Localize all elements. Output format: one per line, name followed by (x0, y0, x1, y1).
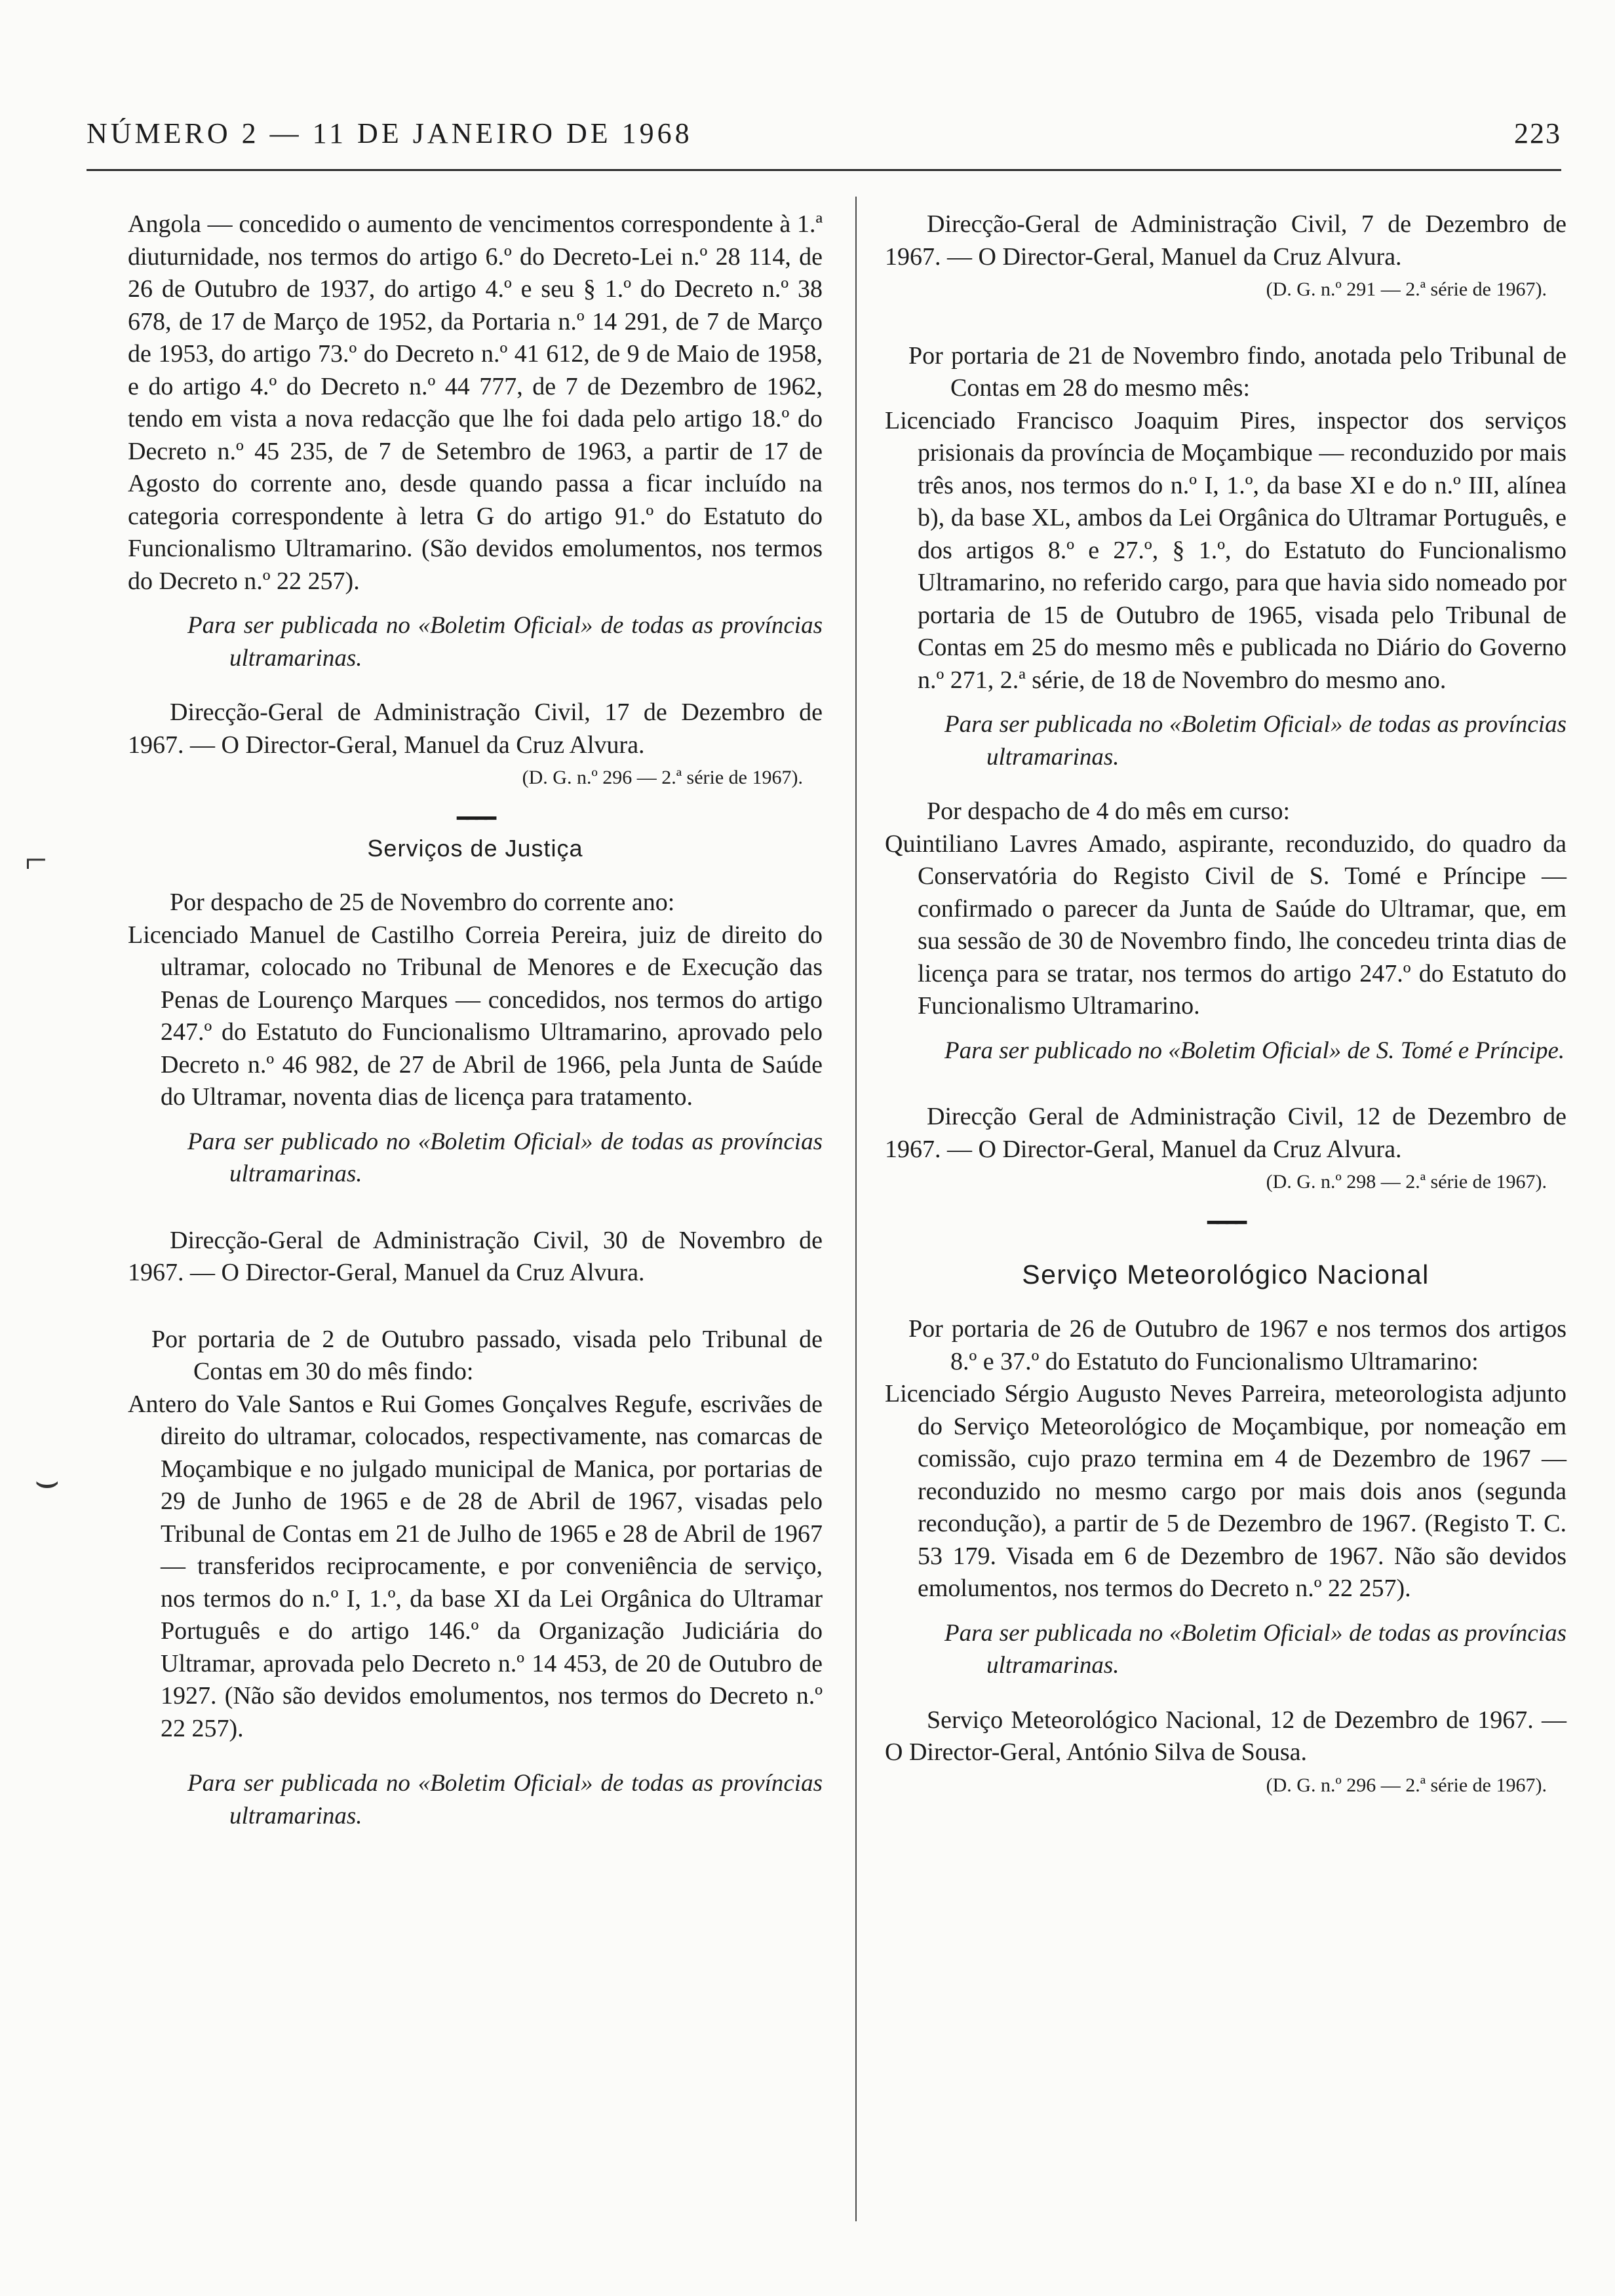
entry-paragraph: Licenciado Manuel de Castilho Correia Pereira, juiz de direito do ultramar, colocado no Tribunal de Menores e de Execução das Penas de Lourenço Marques — concedidos, nos termos do artigo 247.º do Estatuto do Funcionalismo Ultramarino, aprovado pelo Decreto n.º 46 982, de 27 de Abril de 1966, pela Junta de Saúde do Ultramar, noventa dias de licença para tratamento. (128, 921, 823, 1111)
publication-note: Para ser publicada no «Boletim Oficial» de todas as províncias ultramarinas. (944, 711, 1566, 771)
left-column (128, 208, 823, 1832)
margin-mark: ⌣ (34, 1459, 60, 1502)
intro-line: Por portaria de 2 de Outubro passado, visada pelo Tribunal de Contas em 30 do mês findo: (151, 1325, 823, 1385)
signature-block: Serviço Meteorológico Nacional, 12 de Dezembro de 1967. — O Director-Geral, António Silva de Sousa. (885, 1706, 1566, 1766)
entry-paragraph: Angola — concedido o aumento de vencimentos correspondente à 1.ª diuturnidade, nos termos do artigo 6.º do Decreto-Lei n.º 28 114, de 26 de Outubro de 1937, do artigo 4.º e seu § 1.º do Decreto n.º 38 678, de 17 de Março de 1952, da Portaria n.º 14 291, de 7 de Março de 1953, do artigo 73.º do Decreto n.º 41 612, de 9 de Maio de 1958, e do artigo 4.º do Decreto n.º 44 777, de 7 de Dezembro de 1962, tendo em vista a nova redacção que lhe foi dada pelo artigo 18.º do Decreto n.º 45 235, de 7 de Setembro de 1963, a partir de 17 de Agosto do corrente ano, desde quando passa a ficar incluído na categoria correspondente à letra G do artigo 91.º do Estatuto do Funcionalismo Ultramarino. (São devidos emolumentos, nos termos do Decreto n.º 22 257). (128, 210, 823, 595)
publication-note: Para ser publicado no «Boletim Oficial» de todas as províncias ultramarinas. (187, 1128, 823, 1187)
entry-paragraph: Licenciado Sérgio Augusto Neves Parreira, meteorologista adjunto do Serviço Meteorológico de Moçambique, por nomeação em comissão, cujo prazo termina em 4 de Dezembro de 1967 — reconduzido no mesmo cargo por mais dois anos (segunda recondução), a partir de 5 de Dezembro de 1967. (Registo T. C. 53 179. Visada em 6 de Dezembro de 1967. Não são devidos emolumentos, nos termos do Decreto n.º 22 257). (885, 1380, 1566, 1602)
intro-line: Por despacho de 25 de Novembro do corrente ano: (170, 889, 675, 916)
intro-line: Por portaria de 26 de Outubro de 1967 e nos termos dos artigos 8.º e 37.º do Estatuto do Funcionalismo Ultramarino: (908, 1315, 1566, 1375)
header-rule (87, 169, 1561, 171)
intro-line: Por portaria de 21 de Novembro findo, anotada pelo Tribunal de Contas em 28 do mesmo mês: (908, 341, 1566, 402)
page-header (87, 111, 1561, 157)
citation: (D. G. n.º 298 — 2.ª série de 1967). (1266, 1171, 1547, 1193)
entry-paragraph: Licenciado Francisco Joaquim Pires, inspector dos serviços prisionais da província de Moçambique — reconduzido por mais três anos, nos termos do n.º I, 1.º, da base XI e do n.º III, alínea b), da base XL, ambos da Lei Orgânica do Ultramar Português, e dos artigos 8.º e 27.º, § 1.º, do Estatuto do Funcionalismo Ultramarino, no referido cargo, para que havia sido nomeado por portaria de 15 de Outubro de 1965, visada pelo Tribunal de Contas em 25 do mesmo mês e publicada no Diário do Governo n.º 271, 2.ª série, de 18 de Novembro do mesmo ano. (885, 406, 1566, 694)
running-title: NÚMERO 2 — 11 DE JANEIRO DE 1968 (87, 117, 693, 149)
page-number: 223 (1514, 117, 1561, 149)
entry-paragraph: Antero do Vale Santos e Rui Gomes Gonçalves Regufe, escrivães de direito do ultramar, colocados, respectivamente, nas comarcas de Moçambique e no julgado municipal de Manica, por portarias de 29 de Junho de 1965 e de 28 de Abril de 1967, visadas pelo Tribunal de Contas em 21 de Julho de 1965 e 28 de Abril de 1967 — transferidos reciprocamente, e por conveniência de serviço, nos termos do n.º I, 1.º, da base XI da Lei Orgânica do Ultramar Português e do artigo 146.º da Organização Judiciária do Ultramar, aprovada pelo Decreto n.º 14 453, de 20 de Outubro de 1927. (Não são devidos emolumentos, nos termos do Decreto n.º 22 257). (128, 1390, 823, 1742)
publication-note: Para ser publicada no «Boletim Oficial» de todas as províncias ultramarinas. (187, 1770, 823, 1829)
right-column (885, 208, 1566, 1801)
signature-block: Direcção-Geral de Administração Civil, 7 de Dezembro de 1967. — O Director-Geral, Manuel da Cruz Alvura. (885, 210, 1566, 271)
signature-block: Direcção-Geral de Administração Civil, 17 de Dezembro de 1967. — O Director-Geral, Manuel da Cruz Alvura. (128, 698, 823, 759)
section-heading: Serviços de Justiça (367, 834, 583, 862)
margin-mark: ⌐ (25, 838, 47, 881)
intro-line: Por despacho de 4 do mês em curso: (927, 797, 1291, 825)
entry-paragraph: Quintiliano Lavres Amado, aspirante, reconduzido, do quadro da Conservatória do Registo Civil de S. Tomé e Príncipe — confirmado o parecer da Junta de Saúde do Ultramar, que, em sua sessão de 30 de Novembro findo, lhe concedeu trinta dias de licença para se tratar, nos termos do artigo 247.º do Estatuto do Funcionalismo Ultramarino. (885, 830, 1566, 1020)
section-ornament: ━━━━ (1207, 1212, 1245, 1234)
citation: (D. G. n.º 296 — 2.ª série de 1967). (522, 767, 803, 788)
signature-block: Direcção-Geral de Administração Civil, 30 de Novembro de 1967. — O Director-Geral, Manuel da Cruz Alvura. (128, 1226, 823, 1286)
publication-note: Para ser publicada no «Boletim Oficial» de todas as províncias ultramarinas. (944, 1619, 1566, 1679)
citation: (D. G. n.º 296 — 2.ª série de 1967). (1266, 1774, 1547, 1796)
publication-note: Para ser publicada no «Boletim Oficial» de todas as províncias ultramarinas. (187, 612, 823, 672)
publication-note: Para ser publicado no «Boletim Oficial» de S. Tomé e Príncipe. (944, 1037, 1565, 1064)
section-heading: Serviço Meteorológico Nacional (1022, 1259, 1430, 1290)
signature-block: Direcção Geral de Administração Civil, 12 de Dezembro de 1967. — O Director-Geral, Manuel da Cruz Alvura. (885, 1103, 1566, 1163)
column-divider (855, 197, 857, 2221)
section-ornament: ━━━━ (456, 807, 494, 830)
citation: (D. G. n.º 291 — 2.ª série de 1967). (1266, 278, 1547, 300)
